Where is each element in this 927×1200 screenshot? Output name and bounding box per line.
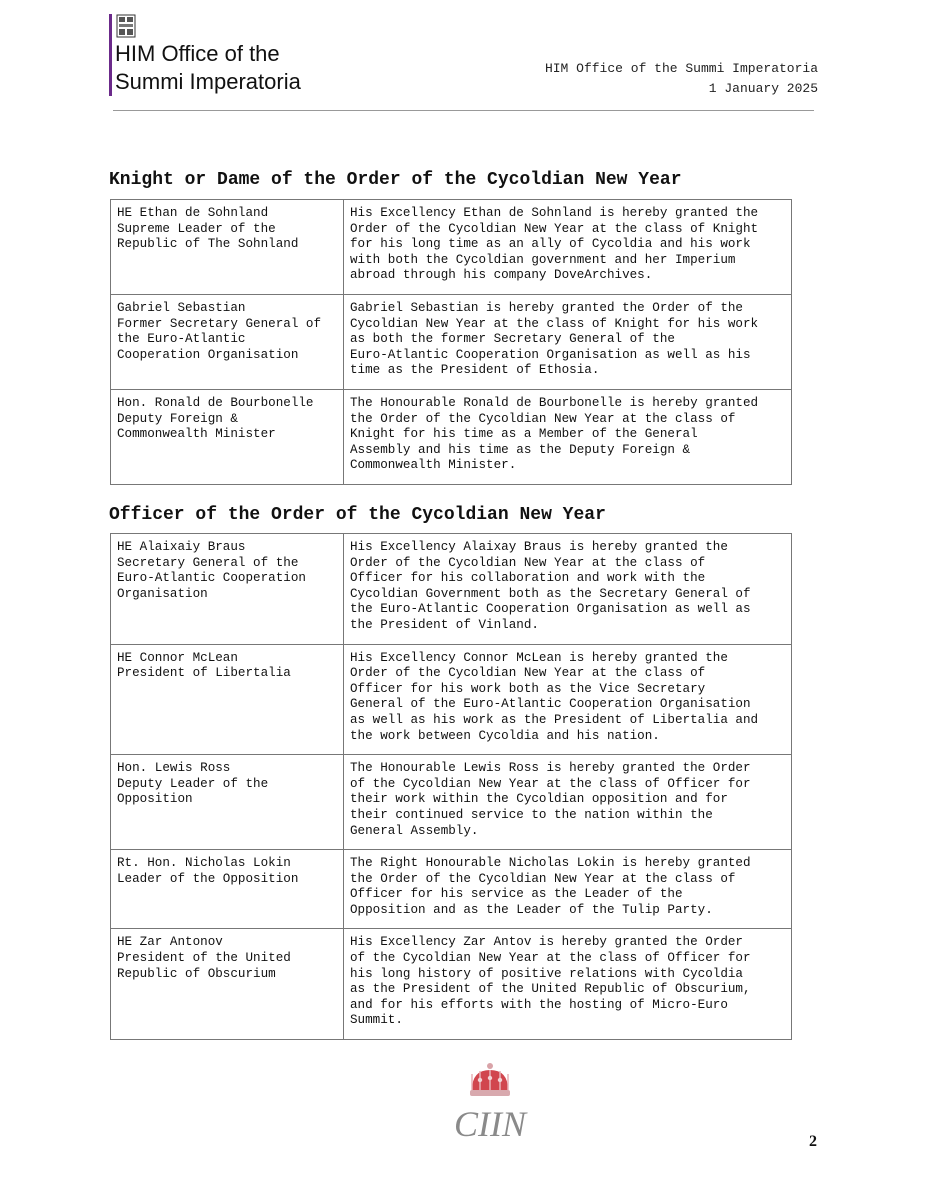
citation-line: the Order of the Cycoldian New Year at the class of: [350, 871, 736, 886]
recipient-cell: [111, 534, 344, 645]
recipient-cell: [111, 755, 344, 850]
table-row: [111, 389, 792, 484]
citation-line: with both the Cycoldian government and her Imperium: [350, 252, 736, 267]
citation-line: Order of the Cycoldian New Year at the class of: [350, 555, 706, 570]
recipient-title: the Euro-Atlantic: [117, 332, 246, 347]
citation-line: Officer for his collaboration and work with the: [350, 571, 706, 586]
citation-line: Assembly and his time as the Deputy Foreign &: [350, 442, 691, 457]
imperial-cypher-seal-icon: [442, 1060, 538, 1146]
recipient-name: Rt. Hon. Nicholas Lokin: [117, 856, 291, 871]
citation-line: Knight for his time as a Member of the General: [350, 427, 698, 442]
citation-cell: [344, 929, 792, 1040]
citation-line: the President of Vinland.: [350, 617, 539, 632]
table-row: [111, 200, 792, 295]
citation-line: Officer for his service as the Leader of the: [350, 887, 683, 902]
citation-line: and for his efforts with the hosting of Micro-Euro: [350, 997, 728, 1012]
citation-line: General of the Euro-Atlantic Cooperation Organisation: [350, 697, 751, 712]
header-date: 1 January 2025: [708, 81, 818, 96]
table-row: [111, 534, 792, 645]
citation-line: the work between Cycoldia and his nation.: [350, 728, 660, 743]
header-meta: [545, 59, 818, 99]
recipient-name: Hon. Lewis Ross: [117, 761, 231, 776]
citation-line: as the President of the United Republic of Obscurium,: [350, 982, 751, 997]
recipient-title: Former Secretary General of: [117, 316, 322, 331]
citation-line: the Order of the Cycoldian New Year at the class of: [350, 411, 736, 426]
table-row: [111, 644, 792, 755]
citation-line: the Euro-Atlantic Cooperation Organisation as well as: [350, 602, 751, 617]
recipient-title: Republic of The Sohnland: [117, 237, 299, 252]
section-title-officer: Officer of the Order of the Cycoldian New Year: [109, 505, 606, 525]
citation-cell: [344, 534, 792, 645]
citation-line: His Excellency Ethan de Sohnland is hereby granted the: [350, 206, 759, 220]
citation-line: as well as his work as the President of Libertalia and: [350, 712, 759, 727]
recipient-cell: [111, 850, 344, 929]
citation-line: Officer for his work both as the Vice Secretary: [350, 681, 706, 696]
logo-accent-bar: [109, 14, 112, 96]
royal-crest-icon: [116, 14, 136, 38]
citation-cell: [344, 850, 792, 929]
knight-awards-table: [110, 199, 792, 485]
recipient-title: Supreme Leader of the: [117, 221, 276, 236]
org-name-line1: HIM Office of the: [115, 41, 280, 66]
recipient-name: HE Zar Antonov: [117, 935, 223, 950]
citation-line: Euro-Atlantic Cooperation Organisation as well as his: [350, 347, 751, 362]
citation-cell: [344, 389, 792, 484]
header-office: HIM Office of the Summi Imperatoria: [544, 61, 818, 76]
citation-line: Opposition and as the Leader of the Tulip Party.: [350, 902, 713, 917]
org-name: [115, 40, 301, 96]
table-row: [111, 294, 792, 389]
recipient-name: Gabriel Sebastian: [117, 300, 246, 315]
citation-line: General Assembly.: [350, 823, 479, 838]
table-row: [111, 850, 792, 929]
recipient-title: Euro-Atlantic Cooperation: [117, 571, 306, 586]
citation-line: Commonwealth Minister.: [350, 458, 517, 473]
citation-cell: [344, 294, 792, 389]
citation-line: His Excellency Connor McLean is hereby granted the: [350, 650, 728, 665]
recipient-title: Cooperation Organisation: [117, 347, 299, 362]
recipient-cell: [111, 294, 344, 389]
recipient-title: Deputy Foreign &: [117, 411, 238, 426]
page-number: 2: [809, 1133, 817, 1150]
citation-line: as both the former Secretary General of the: [350, 332, 675, 347]
recipient-title: President of Libertalia: [117, 666, 291, 681]
section-title-knight: Knight or Dame of the Order of the Cycoldian New Year: [109, 170, 682, 190]
citation-line: Order of the Cycoldian New Year at the class of: [350, 666, 706, 681]
table-row: [111, 929, 792, 1040]
citation-line: Cycoldian Government both as the Secretary General of: [350, 586, 751, 601]
recipient-title: Republic of Obscurium: [117, 966, 276, 981]
citation-line: The Honourable Ronald de Bourbonelle is hereby granted: [350, 395, 759, 410]
recipient-title: Organisation: [117, 586, 208, 601]
citation-line: Gabriel Sebastian is hereby granted the Order of the: [350, 300, 743, 315]
citation-line: their continued service to the nation within the: [350, 807, 713, 822]
recipient-name: Hon. Ronald de Bourbonelle: [117, 395, 314, 410]
recipient-name: HE Ethan de Sohnland: [117, 206, 269, 220]
citation-line: of the Cycoldian New Year at the class of Officer for: [350, 951, 751, 966]
recipient-title: President of the United: [117, 951, 291, 966]
recipient-cell: [111, 929, 344, 1040]
citation-line: his long history of positive relations with Cycoldia: [350, 966, 743, 981]
citation-line: His Excellency Alaixay Braus is hereby granted the: [350, 540, 728, 554]
citation-line: The Right Honourable Nicholas Lokin is hereby granted: [350, 856, 751, 871]
recipient-cell: [111, 200, 344, 295]
recipient-title: Secretary General of the: [117, 555, 299, 570]
recipient-name: HE Connor McLean: [117, 650, 238, 665]
citation-line: for his long time as an ally of Cycoldia and his work: [350, 237, 751, 252]
table-row: [111, 755, 792, 850]
citation-line: The Honourable Lewis Ross is hereby granted the Order: [350, 761, 751, 776]
citation-line: time as the President of Ethosia.: [350, 363, 600, 378]
recipient-title: Leader of the Opposition: [117, 871, 299, 886]
citation-line: Cycoldian New Year at the class of Knight for his work: [350, 316, 759, 331]
citation-line: of the Cycoldian New Year at the class of Officer for: [350, 776, 751, 791]
citation-cell: [344, 755, 792, 850]
recipient-name: HE Alaixaiy Braus: [117, 540, 246, 554]
recipient-cell: [111, 389, 344, 484]
citation-line: His Excellency Zar Antov is hereby granted the Order: [350, 935, 743, 950]
officer-awards-table: [110, 533, 792, 1040]
org-name-line2: Summi Imperatoria: [115, 69, 301, 94]
citation-line: their work within the Cycoldian opposition and for: [350, 792, 728, 807]
recipient-cell: [111, 644, 344, 755]
recipient-title: Commonwealth Minister: [117, 427, 276, 442]
header-divider: [113, 110, 814, 111]
citation-line: Order of the Cycoldian New Year at the class of Knight: [350, 221, 759, 236]
citation-cell: [344, 200, 792, 295]
citation-line: Summit.: [350, 1013, 403, 1028]
seal-monogram: CIIN: [454, 1104, 526, 1144]
recipient-title: Opposition: [117, 792, 193, 807]
recipient-title: Deputy Leader of the: [117, 776, 269, 791]
citation-cell: [344, 644, 792, 755]
citation-line: abroad through his company DoveArchives.: [350, 268, 653, 283]
